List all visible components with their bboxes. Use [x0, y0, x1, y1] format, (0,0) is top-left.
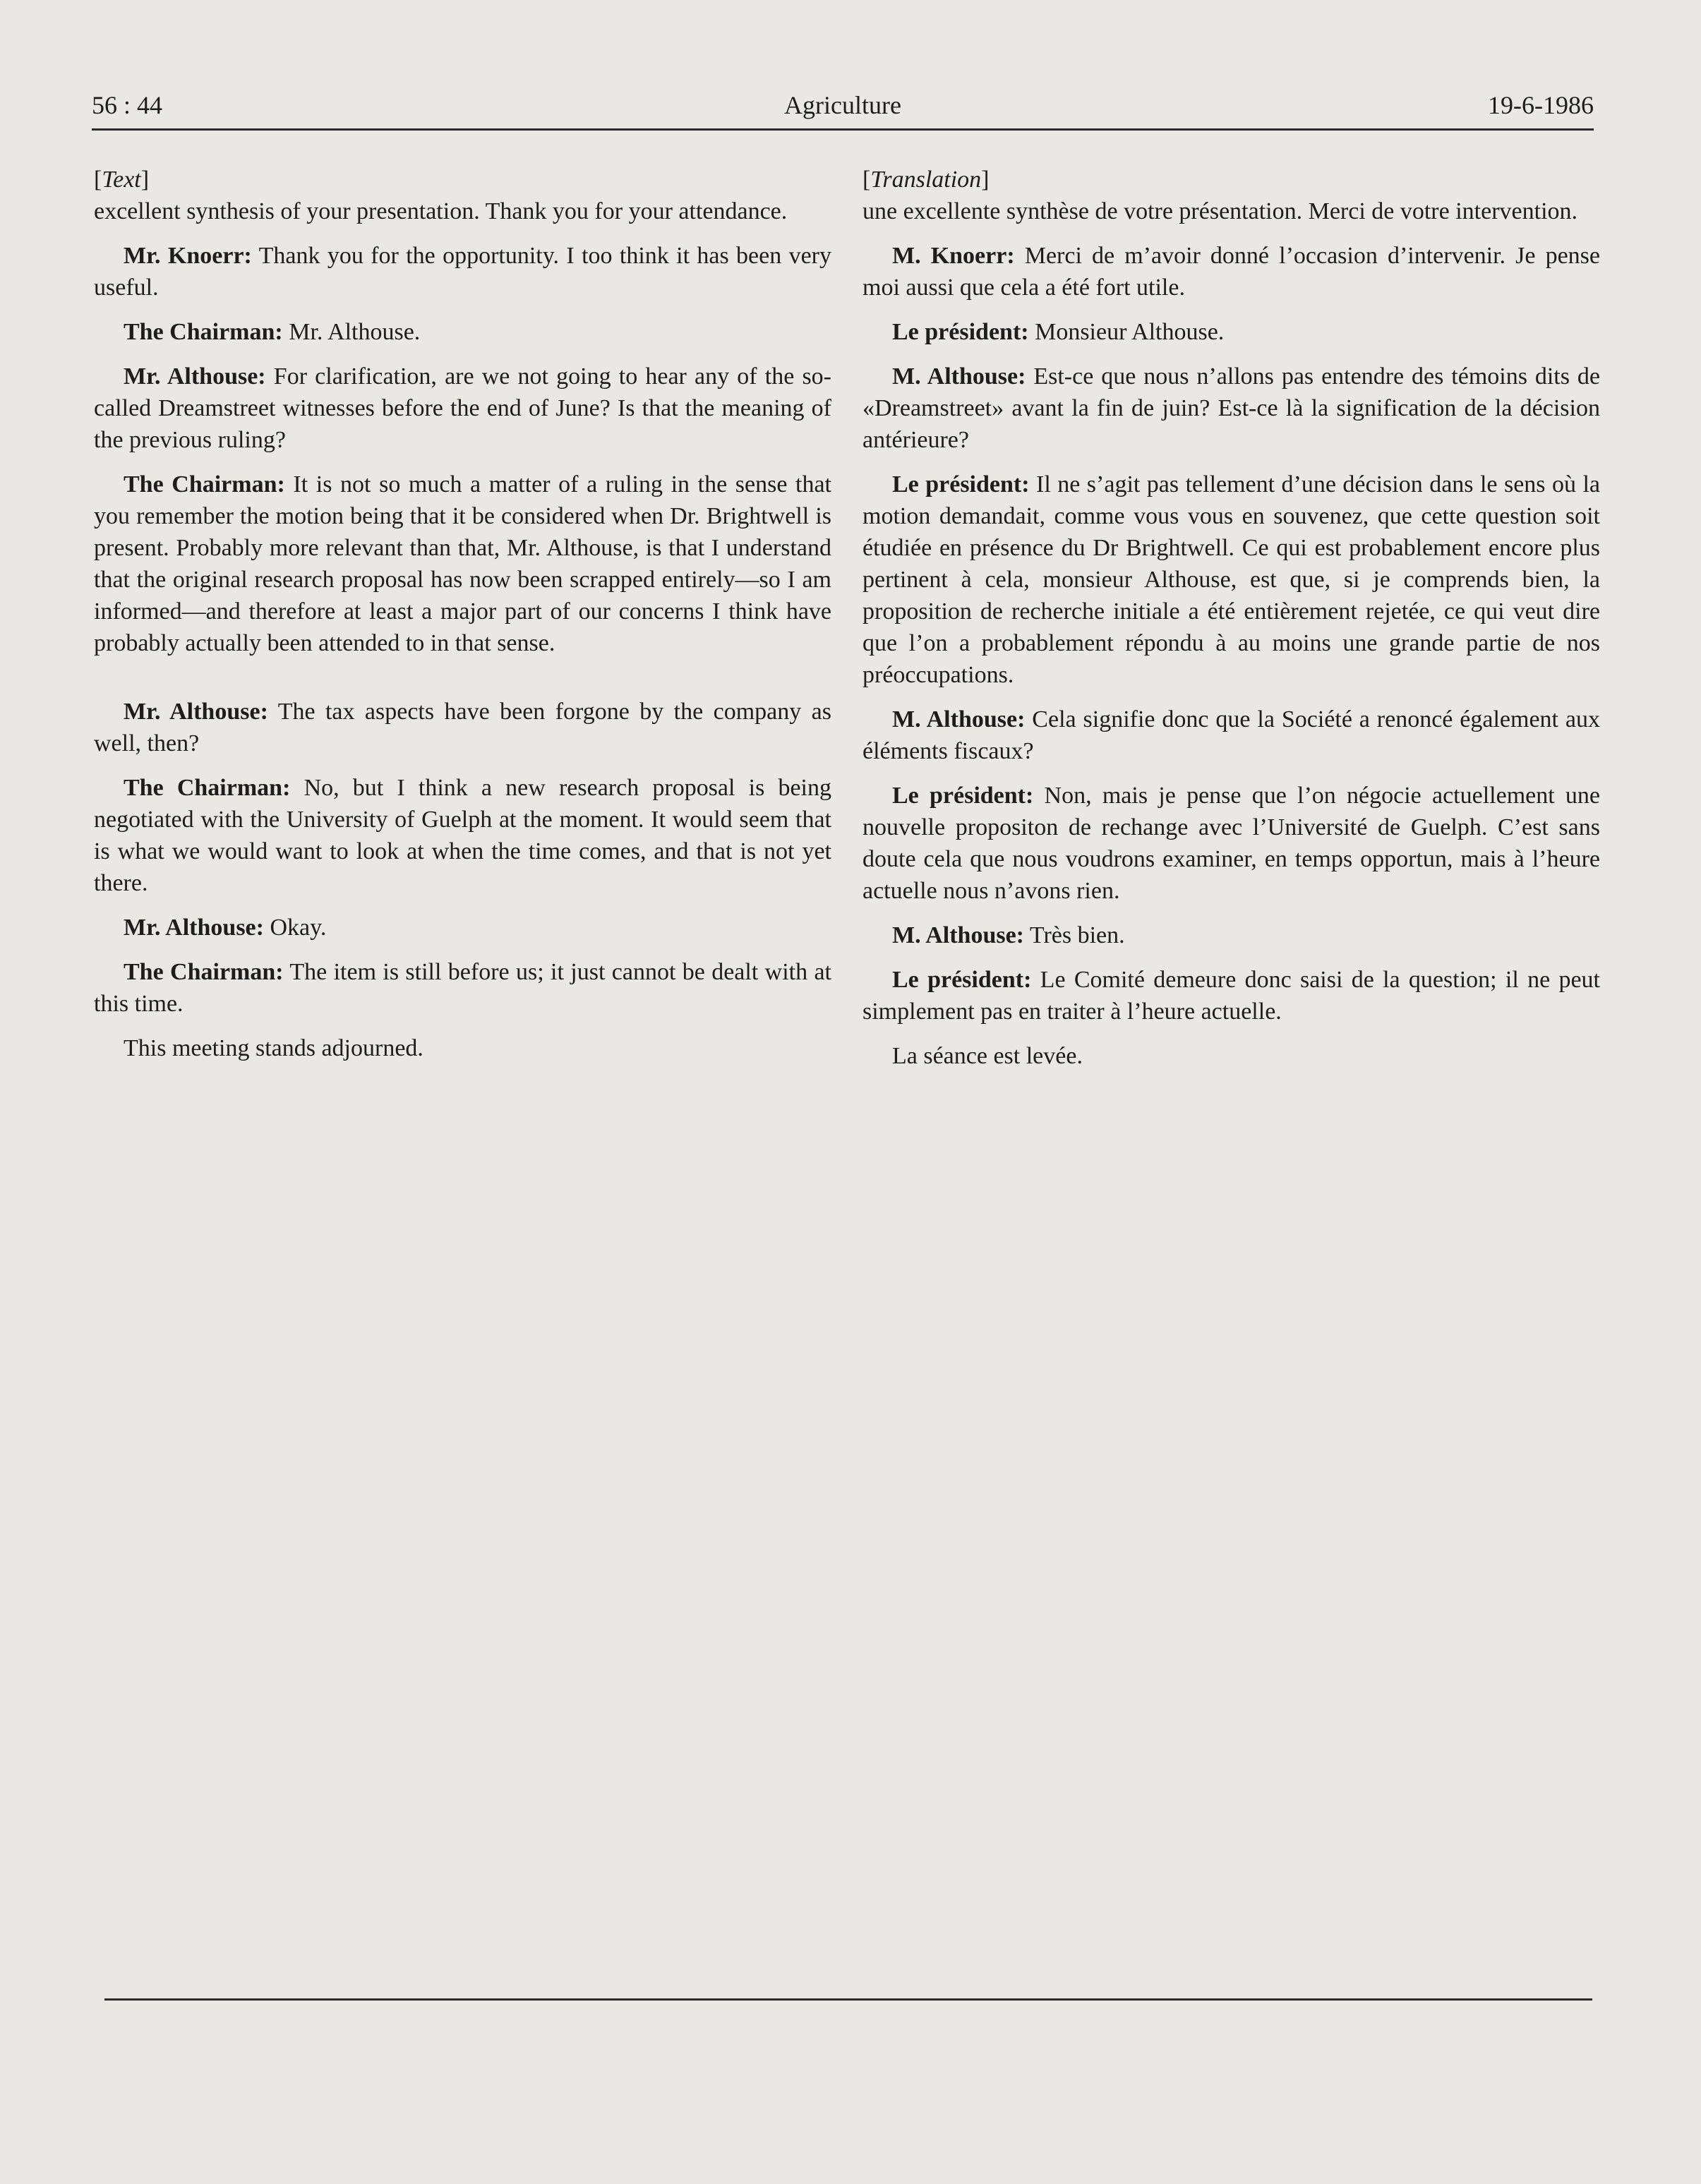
speaker-turn [94, 772, 831, 899]
speaker-turn [94, 956, 831, 1020]
speaker-name: The Chairman: [124, 959, 284, 985]
speech-text: For clarification, are we not going to hear any of the so-called Dreamstreet witnesses before the end of June? Is that the meaning of the previous ruling? [94, 363, 831, 453]
page-number: 56 : 44 [92, 91, 163, 119]
speech-text: The tax aspects have been forgone by the company as well, then? [94, 699, 831, 756]
speaker-turn [94, 316, 831, 348]
speech-text: Le Comité demeure donc saisi de la question; il ne peut simplement pas en traiter à l’heure actuelle. [862, 967, 1600, 1025]
speech-text: Mr. Althouse. [282, 319, 421, 345]
continuation-paragraph: excellent synthesis of your presentation. Thank you for your attendance. [94, 198, 788, 224]
speaker-name: The Chairman: [124, 319, 283, 345]
speech-text: Est-ce que nous n’allons pas entendre des témoins dits de «Dreamstreet» avant la fin de juin? Est-ce là la signification de la décision antérieure? [862, 363, 1600, 453]
speaker-name: Mr. Althouse: [124, 699, 268, 725]
speaker-turn [862, 964, 1600, 1027]
speaker-turn [94, 240, 831, 303]
speaker-turn [862, 469, 1600, 691]
speech-text: It is not so much a matter of a ruling in the sense that you remember the motion being that it be considered when Dr. Brightwell is present. Probably more relevant than that, Mr. Althouse, is that I understand that the original research proposal has now been scrapped entirely—so I am informed—and therefore at least a major part of our concerns I think have probably actually been attended to in that sense. [94, 471, 831, 656]
speaker-turn [94, 469, 831, 659]
speech-text: Merci de m’avoir donné l’occasion d’intervenir. Je pense moi aussi que cela a été fort utile. [862, 243, 1600, 301]
speech-text: No, but I think a new research proposal is being negotiated with the University of Guelph at the moment. It would seem that is what we would want to look at when the time comes, and that is not yet there. [94, 775, 832, 896]
continuation-paragraph: une excellente synthèse de votre présentation. Merci de votre intervention. [862, 198, 1578, 224]
speaker-name: M. Knoerr: [892, 243, 1015, 269]
speech-text: Cela signifie donc que la Société a renoncé également aux éléments fiscaux? [862, 706, 1601, 764]
speech-text: Il ne s’agit pas tellement d’une décision dans le sens où la motion demandait, comme vous vous en souvenez, que cette question soit étudiée en présence du Dr Brightwell. Ce qui est probablement encore plus pertinent à cela, monsieur Althouse, est que, si je comprends bien, la proposition de recherche initiale a été entièrement rejetée, ce qui veut dire que l’on a probablement répondu à au moins une grande partie de nos préoccupations. [862, 471, 1600, 688]
speaker-name: Mr. Althouse: [124, 915, 264, 941]
speaker-turn [862, 361, 1600, 456]
speech-text: Okay. [263, 915, 327, 941]
speech-text: Monsieur Althouse. [1028, 319, 1225, 345]
speaker-name: Le président: [892, 319, 1029, 345]
footer-rule [104, 1998, 1592, 2001]
speech-text: Très bien. [1024, 922, 1125, 948]
speaker-name: Le président: [892, 471, 1030, 497]
speaker-turn [862, 240, 1600, 303]
speaker-name: Le président: [892, 967, 1032, 993]
sitting-date: 19-6-1986 [1488, 91, 1594, 119]
speaker-turn [862, 780, 1600, 907]
speaker-name: The Chairman: [124, 471, 285, 497]
speaker-turn [862, 704, 1600, 767]
speaker-turn [94, 696, 831, 759]
closing-line: La séance est levée. [892, 1043, 1083, 1069]
speaker-turn [94, 912, 831, 943]
speech-text: The item is still before us; it just cannot be dealt with at this time. [94, 959, 832, 1017]
column-label: [Translation] [862, 167, 990, 193]
speech-text: Non, mais je pense que l’on négocie actuellement une nouvelle propositon de rechange avec l’Université de Guelph. C’est sans doute cela que nous voudrons examiner, en temps opportun, mais à l’heure actuelle nous n’avons rien. [862, 783, 1600, 904]
speaker-name: M. Althouse: [892, 706, 1026, 732]
french-column [862, 164, 1600, 1085]
speaker-name: M. Althouse: [892, 363, 1026, 390]
committee-title: Agriculture [784, 91, 901, 119]
speaker-name: Mr. Knoerr: [124, 243, 252, 269]
speech-text: Thank you for the opportunity. I too think it has been very useful. [94, 243, 831, 301]
speaker-name: M. Althouse: [892, 922, 1024, 948]
spacer [94, 672, 831, 696]
header-rule [92, 128, 1594, 131]
english-column [94, 164, 831, 1077]
speaker-name: Le président: [892, 783, 1034, 809]
speaker-turn [94, 361, 831, 456]
closing-line: This meeting stands adjourned. [124, 1035, 423, 1061]
speaker-turn [862, 919, 1600, 951]
speaker-name: Mr. Althouse: [124, 363, 266, 390]
speaker-turn [862, 316, 1600, 348]
column-label: [Text] [94, 167, 150, 193]
speaker-name: The Chairman: [124, 775, 291, 801]
page-header [92, 90, 1594, 127]
